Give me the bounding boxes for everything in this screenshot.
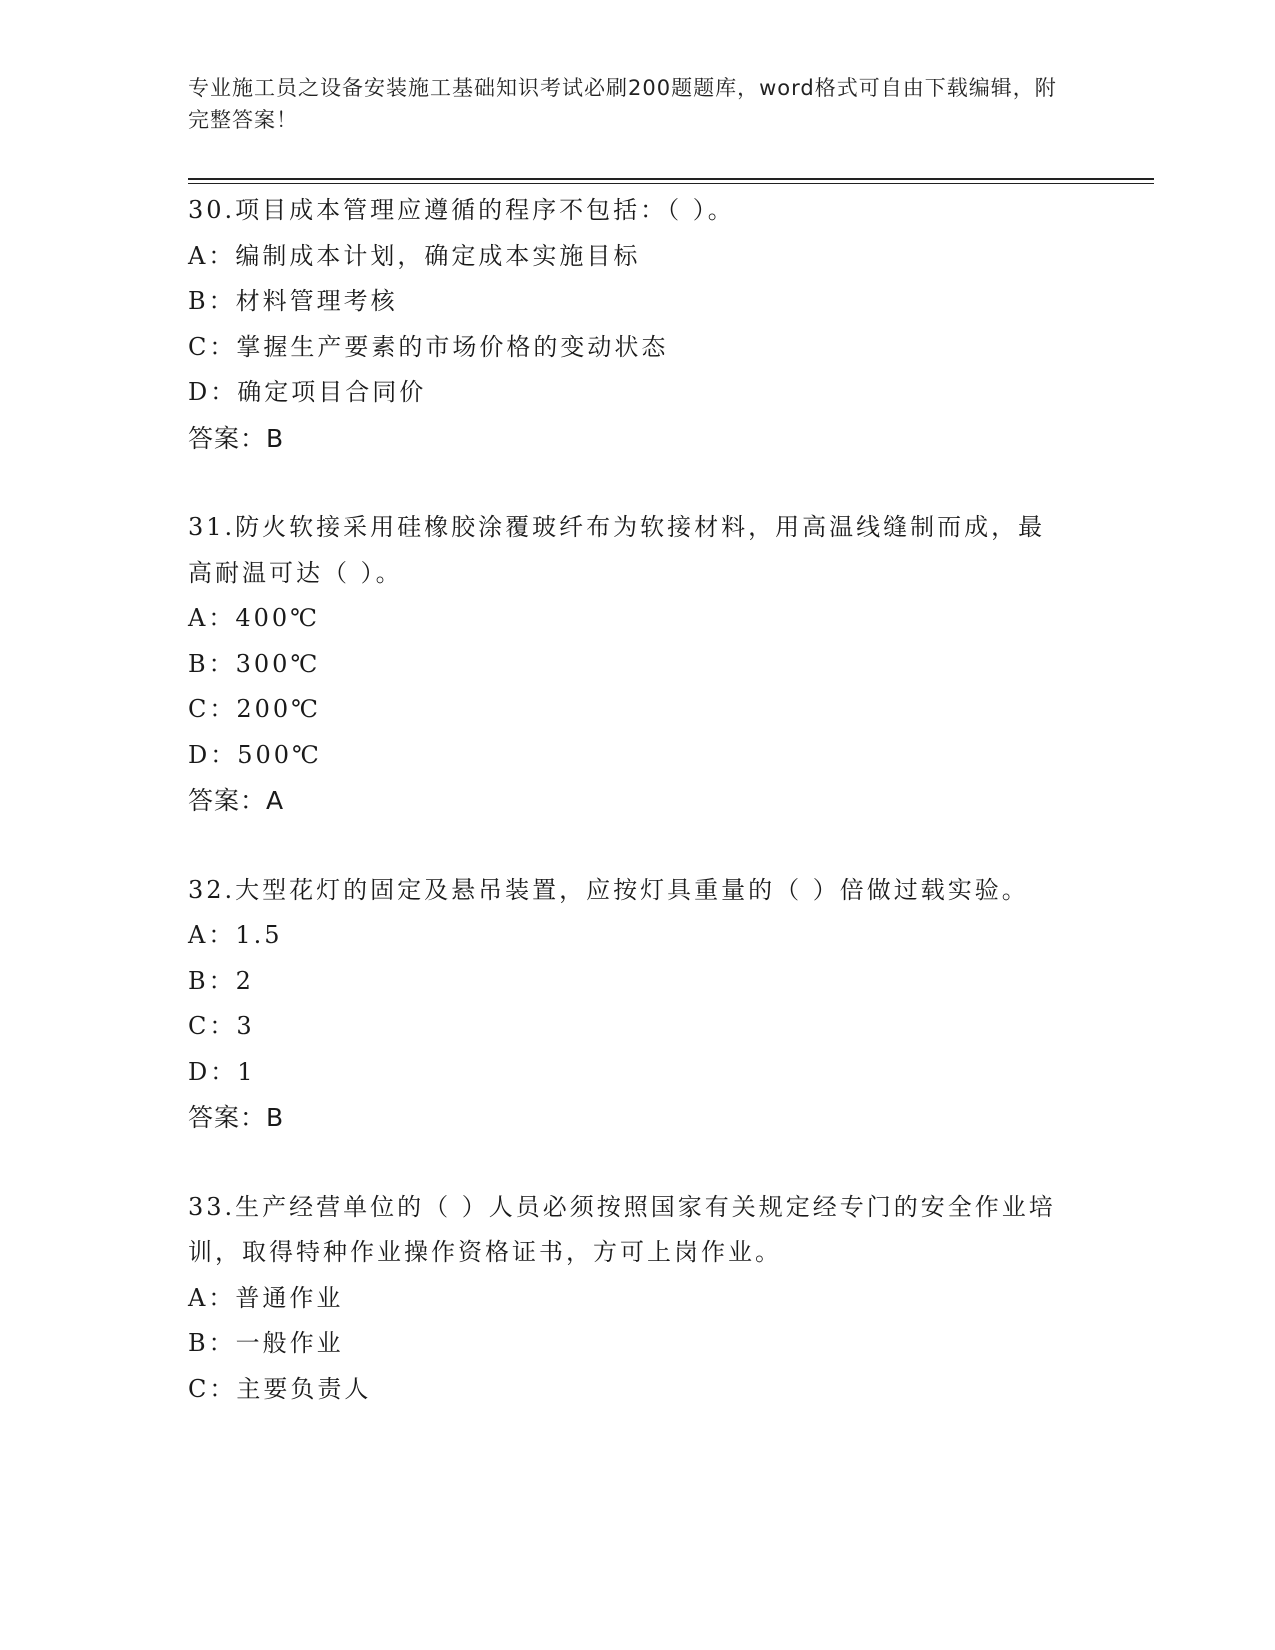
option-a: A：普通作业 [188,1283,344,1312]
option-b: B：2 [188,966,254,995]
option-c: C：3 [188,1012,255,1040]
question-32 [188,868,1088,1141]
option-c: C：掌握生产要素的市场价格的变动状态 [188,332,669,361]
option-b: B：一般作业 [188,1329,344,1357]
question-31 [188,505,1088,824]
question-33 [188,1185,1088,1413]
option-d: D：确定项目合同价 [188,378,427,406]
question-stem: 31.防火软接采用硅橡胶涂覆玻纤布为软接材料，用高温线缝制而成，最高耐温可达（ ）。 [188,513,1046,587]
option-a: A：编制成本计划，确定成本实施目标 [188,241,641,270]
option-a: A：1.5 [188,921,283,949]
option-d: D：1 [188,1057,256,1086]
document-header: 专业施工员之设备安装施工基础知识考试必刷200题题库，word格式可自由下载编辑，附完整答案！ [188,76,1057,132]
answer-label: 答案：A [188,786,285,815]
header-rule-thin [188,183,1154,184]
option-a: A：400℃ [188,604,320,632]
answer-label: 答案：B [188,1103,285,1132]
header-rule-thick [188,178,1154,180]
question-stem: 33.生产经营单位的（ ）人员必须按照国家有关规定经专门的安全作业培训，取得特种作业操作资格证书，方可上岗作业。 [188,1192,1056,1266]
question-30 [188,188,1088,461]
option-b: B：300℃ [188,649,321,678]
option-c: C：200℃ [188,695,322,723]
option-b: B：材料管理考核 [188,287,398,315]
question-list [188,188,1088,1456]
answer-label: 答案：B [188,423,285,453]
question-stem: 32.大型花灯的固定及悬吊装置，应按灯具重量的（ ）倍做过载实验。 [188,875,1029,904]
option-d: D：500℃ [188,740,322,769]
option-c: C：主要负责人 [188,1374,372,1403]
question-stem: 30.项目成本管理应遵循的程序不包括：（ ）。 [188,196,735,224]
